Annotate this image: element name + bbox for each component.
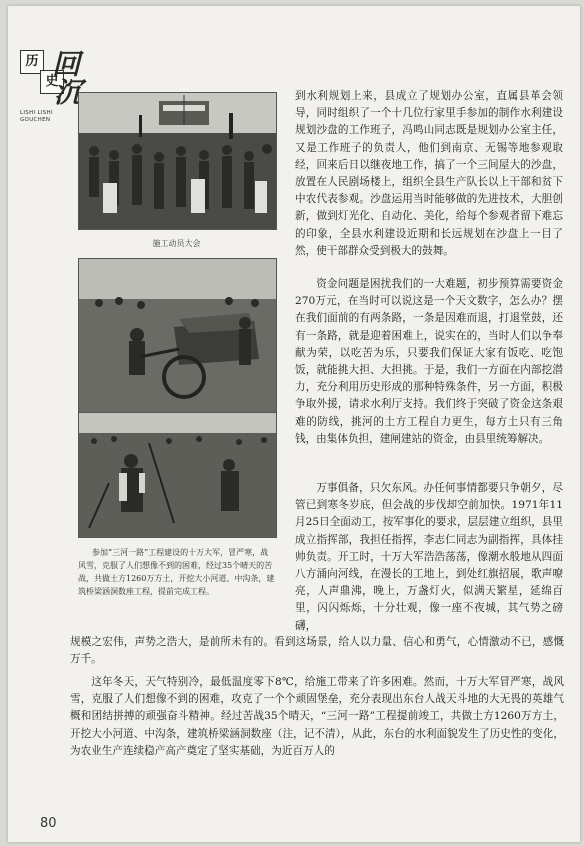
page — [8, 6, 580, 842]
section-stamp-logo — [20, 50, 82, 108]
paragraph: 规模之宏伟，声势之浩大，是前所未有的。看到这场景，给人以力量、信心和勇气，心情激动不已，感慨万千。 — [70, 636, 564, 666]
stamp-pinyin: LISHI LISHI GOUCHEN — [20, 110, 53, 123]
stamp-char-box: 历 — [20, 50, 44, 74]
article-column — [295, 276, 563, 448]
paragraph: 这年冬天，天气特别冷，最低温度零下8℃，给施工带来了许多困难。然而，十万大军冒严寒，战风雪，克服了人们想像不到的困难，攻克了一个个顽固堡垒，充分表现出东台人战天斗地的大无畏的英雄气概和团结拼搏的顽强奋斗精神。经过苦战35个晴天，“三河一路”工程提前竣工，共做土方1260万方土，开挖大小河道、中沟条，建筑桥梁涵洞数座（注，记不清），从此，东台的水利面貌发生了历史性的变化，为农业生产连续稳产高产奠定了坚实基础，为近百万人的 — [70, 676, 564, 757]
page-number: 80 — [40, 816, 57, 831]
stamp-brush-char: 回 — [52, 48, 77, 81]
article-column — [295, 480, 563, 635]
cart-work-photo — [78, 258, 277, 414]
stamp-brush-char: 沉 — [54, 76, 79, 109]
paragraph: 到水利规划上来，县成立了规划办公室，直属县革会领导，同时组织了一个十几位行家里手参加的制作水利建设规划沙盘的工作班子，冯鸣山同志既是规划办公室主任，又是工作班子的负责人，他们到南京、无锡等地参观取经，回来后日以继夜地工作，搞了一个三间屋大的沙盘，放置在人民剧场楼上，组织全县生产队长以上干部和贫下中农代表参观。沙盘运用当时能够做的先进技术，大胆创新，做到灯光化、自动化、美化，给每个参观者留下难忘的印象，全县水利建设近期和长远规划在沙盘上一目了然，使干部群众受到极大的鼓舞。 — [295, 90, 563, 257]
digging-work-photo — [78, 412, 277, 538]
article-full-width — [70, 674, 564, 760]
paragraph: 资金问题是困扰我们的一大难题，初步预算需要资金270万元，在当时可以说这是一个天文数字，怎么办？摆在我们面前的有两条路，一条是因难而退，打退堂鼓，还有一条路，就是迎着困难上，说实在的，当时人们以争奉献为荣，以吃苦为乐，只要我们保证大家有饭吃、吃饱饭，就能挑大担、大担挑。于是，我们一方面在内部挖潜力，充分利用历史形成的那种特殊条件，另一方面，积极争取外援，请求水利厅支持。我们终于突破了资金这条艰难的防线，挑河的土方工程自力更生，每方土只有三角钱，由集体负担，建闸建站的资金，由县里统筹解决。 — [295, 278, 563, 445]
stamp-char-box: 史 — [40, 70, 64, 94]
article-column — [295, 88, 563, 260]
photo-caption: 施工动员大会 — [152, 239, 201, 248]
paragraph: 万事俱备，只欠东风。办任何事情都要只争朝夕，尽管已到寒冬岁底，但会战的步伐却空前加快。1971年11月25日全面动工，按军事化的要求，层层建立组织，县里成立指挥部，我担任指挥，李志仁同志为副指挥，具体挂帅负责。开工时，十万大军浩浩荡荡，像潮水般地从四面八方涌向河线，在漫长的工地上，到处红旗招展，歌声嘹亮，人声鼎沸，晚上，万盏灯火，似满天繁星，延绵百里，闪闪烁烁，十分壮观，像一座不夜城，其气势之磅礴， — [295, 482, 563, 632]
photo-caption: 参加“三河一路”工程建设的十万大军，冒严寒，战风雪，克服了人们想像不到的困难，经过35个晴天的苦战，共做土方1260万方土，开挖大小河道、中沟条，建筑桥梁涵洞数座工程，提前完成工程。 — [78, 548, 275, 596]
rally-photo — [78, 92, 277, 230]
article-full-width — [70, 634, 564, 668]
